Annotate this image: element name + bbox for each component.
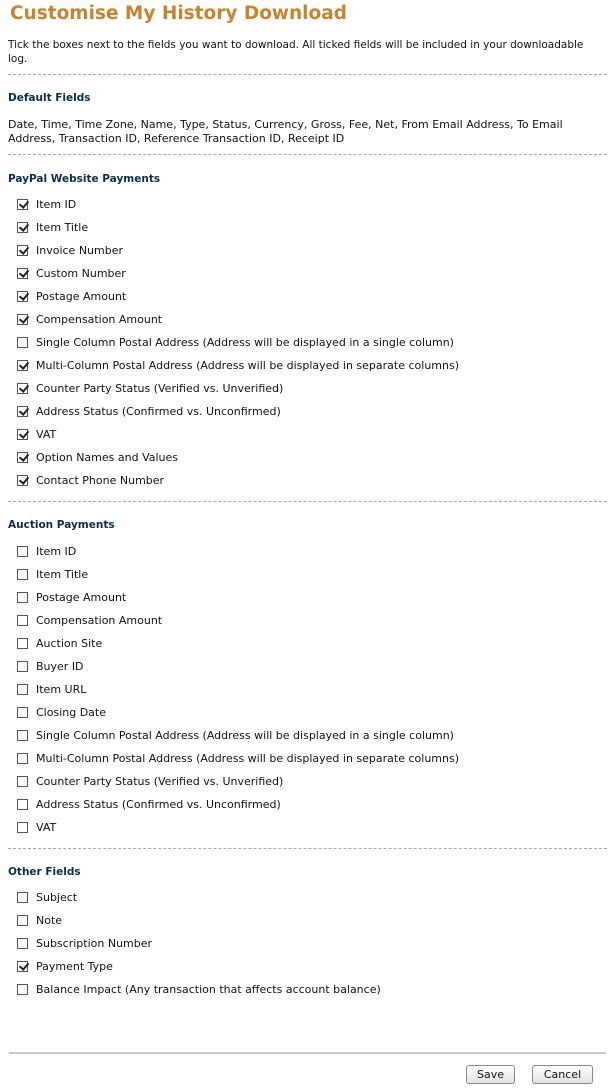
auction-payments-row [8, 678, 607, 701]
auction-payments-checkbox[interactable] [17, 684, 28, 695]
auction-payments-row [8, 655, 607, 678]
save-button[interactable]: Save [466, 1065, 515, 1084]
website-payments-label: Invoice Number [36, 244, 124, 257]
auction-payments-label: Postage Amount [36, 591, 127, 604]
website-payments-row [8, 354, 607, 377]
website-payments-label: Postage Amount [36, 290, 127, 303]
website-payments-label: Counter Party Status (Verified vs. Unverified) [36, 382, 284, 395]
other-fields-label: Payment Type [36, 960, 113, 973]
website-payments-row [8, 377, 607, 400]
auction-payments-label: Address Status (Confirmed vs. Unconfirmed) [36, 798, 281, 811]
auction-payments-row [8, 770, 607, 793]
auction-payments-label: Counter Party Status (Verified vs. Unverified) [36, 775, 284, 788]
other-fields-checkbox[interactable] [17, 984, 28, 995]
auction-payments-checkbox[interactable] [17, 822, 28, 833]
auction-payments-row [8, 563, 607, 586]
website-payments-checkbox[interactable] [17, 452, 28, 463]
other-fields-row [8, 886, 607, 909]
auction-payments-label: Multi-Column Postal Address (Address will be displayed in separate columns) [36, 752, 460, 765]
other-fields-row [8, 978, 607, 1001]
auction-payments-label: VAT [36, 821, 57, 834]
website-payments-row [8, 285, 607, 308]
divider [8, 74, 607, 75]
other-fields-label: Subscription Number [36, 937, 153, 950]
cancel-button[interactable]: Cancel [532, 1065, 593, 1084]
section-heading-auction-payments: Auction Payments [8, 519, 115, 531]
website-payments-checkbox[interactable] [17, 199, 28, 210]
auction-payments-label: Auction Site [36, 637, 103, 650]
website-payments-checkbox[interactable] [17, 383, 28, 394]
auction-payments-checkbox[interactable] [17, 799, 28, 810]
other-fields-row [8, 909, 607, 932]
default-fields-section [8, 91, 607, 146]
auction-payments-checkbox[interactable] [17, 569, 28, 580]
website-payments-row [8, 331, 607, 354]
auction-payments-list [8, 540, 607, 839]
website-payments-checkbox[interactable] [17, 475, 28, 486]
auction-payments-row [8, 609, 607, 632]
auction-payments-checkbox[interactable] [17, 753, 28, 764]
auction-payments-checkbox[interactable] [17, 707, 28, 718]
website-payments-checkbox[interactable] [17, 337, 28, 348]
section-heading-website-payments: PayPal Website Payments [8, 173, 161, 185]
divider [8, 848, 607, 849]
other-fields-checkbox[interactable] [17, 915, 28, 926]
website-payments-section [8, 172, 607, 492]
intro-text: Tick the boxes next to the fields you want to download. All ticked fields will be included in your downloadable log. [8, 39, 584, 65]
auction-payments-row [8, 747, 607, 770]
website-payments-checkbox[interactable] [17, 245, 28, 256]
auction-payments-checkbox[interactable] [17, 592, 28, 603]
auction-payments-label: Compensation Amount [36, 614, 163, 627]
other-fields-list [8, 886, 607, 1001]
website-payments-label: Contact Phone Number [36, 474, 165, 487]
website-payments-row [8, 400, 607, 423]
auction-payments-checkbox[interactable] [17, 546, 28, 557]
website-payments-row [8, 469, 607, 492]
auction-payments-checkbox[interactable] [17, 730, 28, 741]
auction-payments-row [8, 586, 607, 609]
website-payments-row [8, 423, 607, 446]
website-payments-row [8, 239, 607, 262]
website-payments-label: Option Names and Values [36, 451, 179, 464]
website-payments-label: Multi-Column Postal Address (Address will be displayed in separate columns) [36, 359, 460, 372]
default-fields-text: Date, Time, Time Zone, Name, Type, Status, Currency, Gross, Fee, Net, From Email Address, To Email Address, Transaction ID, Reference Transaction ID, Receipt ID [8, 118, 563, 145]
divider [8, 501, 607, 502]
auction-payments-label: Item ID [36, 545, 77, 558]
website-payments-row [8, 446, 607, 469]
auction-payments-label: Item URL [36, 683, 87, 696]
auction-payments-row [8, 701, 607, 724]
auction-payments-label: Item Title [36, 568, 89, 581]
auction-payments-row [8, 724, 607, 747]
other-fields-row [8, 932, 607, 955]
auction-payments-checkbox[interactable] [17, 615, 28, 626]
other-fields-row [8, 955, 607, 978]
auction-payments-row [8, 632, 607, 655]
section-heading-default: Default Fields [8, 92, 91, 104]
auction-payments-checkbox[interactable] [17, 638, 28, 649]
website-payments-row [8, 262, 607, 285]
auction-payments-section [8, 518, 607, 839]
other-fields-checkbox[interactable] [17, 892, 28, 903]
auction-payments-row [8, 816, 607, 839]
website-payments-checkbox[interactable] [17, 268, 28, 279]
website-payments-label: Item ID [36, 198, 77, 211]
website-payments-row [8, 308, 607, 331]
website-payments-label: VAT [36, 428, 57, 441]
footer-divider [9, 1052, 606, 1054]
auction-payments-label: Single Column Postal Address (Address will be displayed in a single column) [36, 729, 454, 742]
auction-payments-checkbox[interactable] [17, 776, 28, 787]
website-payments-list [8, 193, 607, 492]
auction-payments-row [8, 540, 607, 563]
auction-payments-label: Closing Date [36, 706, 106, 719]
website-payments-checkbox[interactable] [17, 291, 28, 302]
divider [8, 154, 607, 155]
other-fields-section [8, 865, 607, 1001]
website-payments-label: Compensation Amount [36, 313, 163, 326]
website-payments-label: Address Status (Confirmed vs. Unconfirmed) [36, 405, 281, 418]
website-payments-checkbox[interactable] [17, 360, 28, 371]
website-payments-row [8, 193, 607, 216]
website-payments-checkbox[interactable] [17, 406, 28, 417]
website-payments-checkbox[interactable] [17, 429, 28, 440]
auction-payments-label: Buyer ID [36, 660, 84, 673]
website-payments-label: Item Title [36, 221, 89, 234]
page [0, 3, 615, 1001]
other-fields-label: Subject [36, 891, 78, 904]
website-payments-label: Single Column Postal Address (Address will be displayed in a single column) [36, 336, 454, 349]
section-heading-other-fields: Other Fields [8, 866, 81, 878]
page-title: Customise My History Download [10, 3, 347, 24]
website-payments-label: Custom Number [36, 267, 126, 280]
website-payments-row [8, 216, 607, 239]
website-payments-checkbox[interactable] [17, 222, 28, 233]
other-fields-label: Note [36, 914, 63, 927]
other-fields-label: Balance Impact (Any transaction that affects account balance) [36, 983, 381, 996]
website-payments-checkbox[interactable] [17, 314, 28, 325]
other-fields-checkbox[interactable] [17, 961, 28, 972]
auction-payments-row [8, 793, 607, 816]
other-fields-checkbox[interactable] [17, 938, 28, 949]
auction-payments-checkbox[interactable] [17, 661, 28, 672]
